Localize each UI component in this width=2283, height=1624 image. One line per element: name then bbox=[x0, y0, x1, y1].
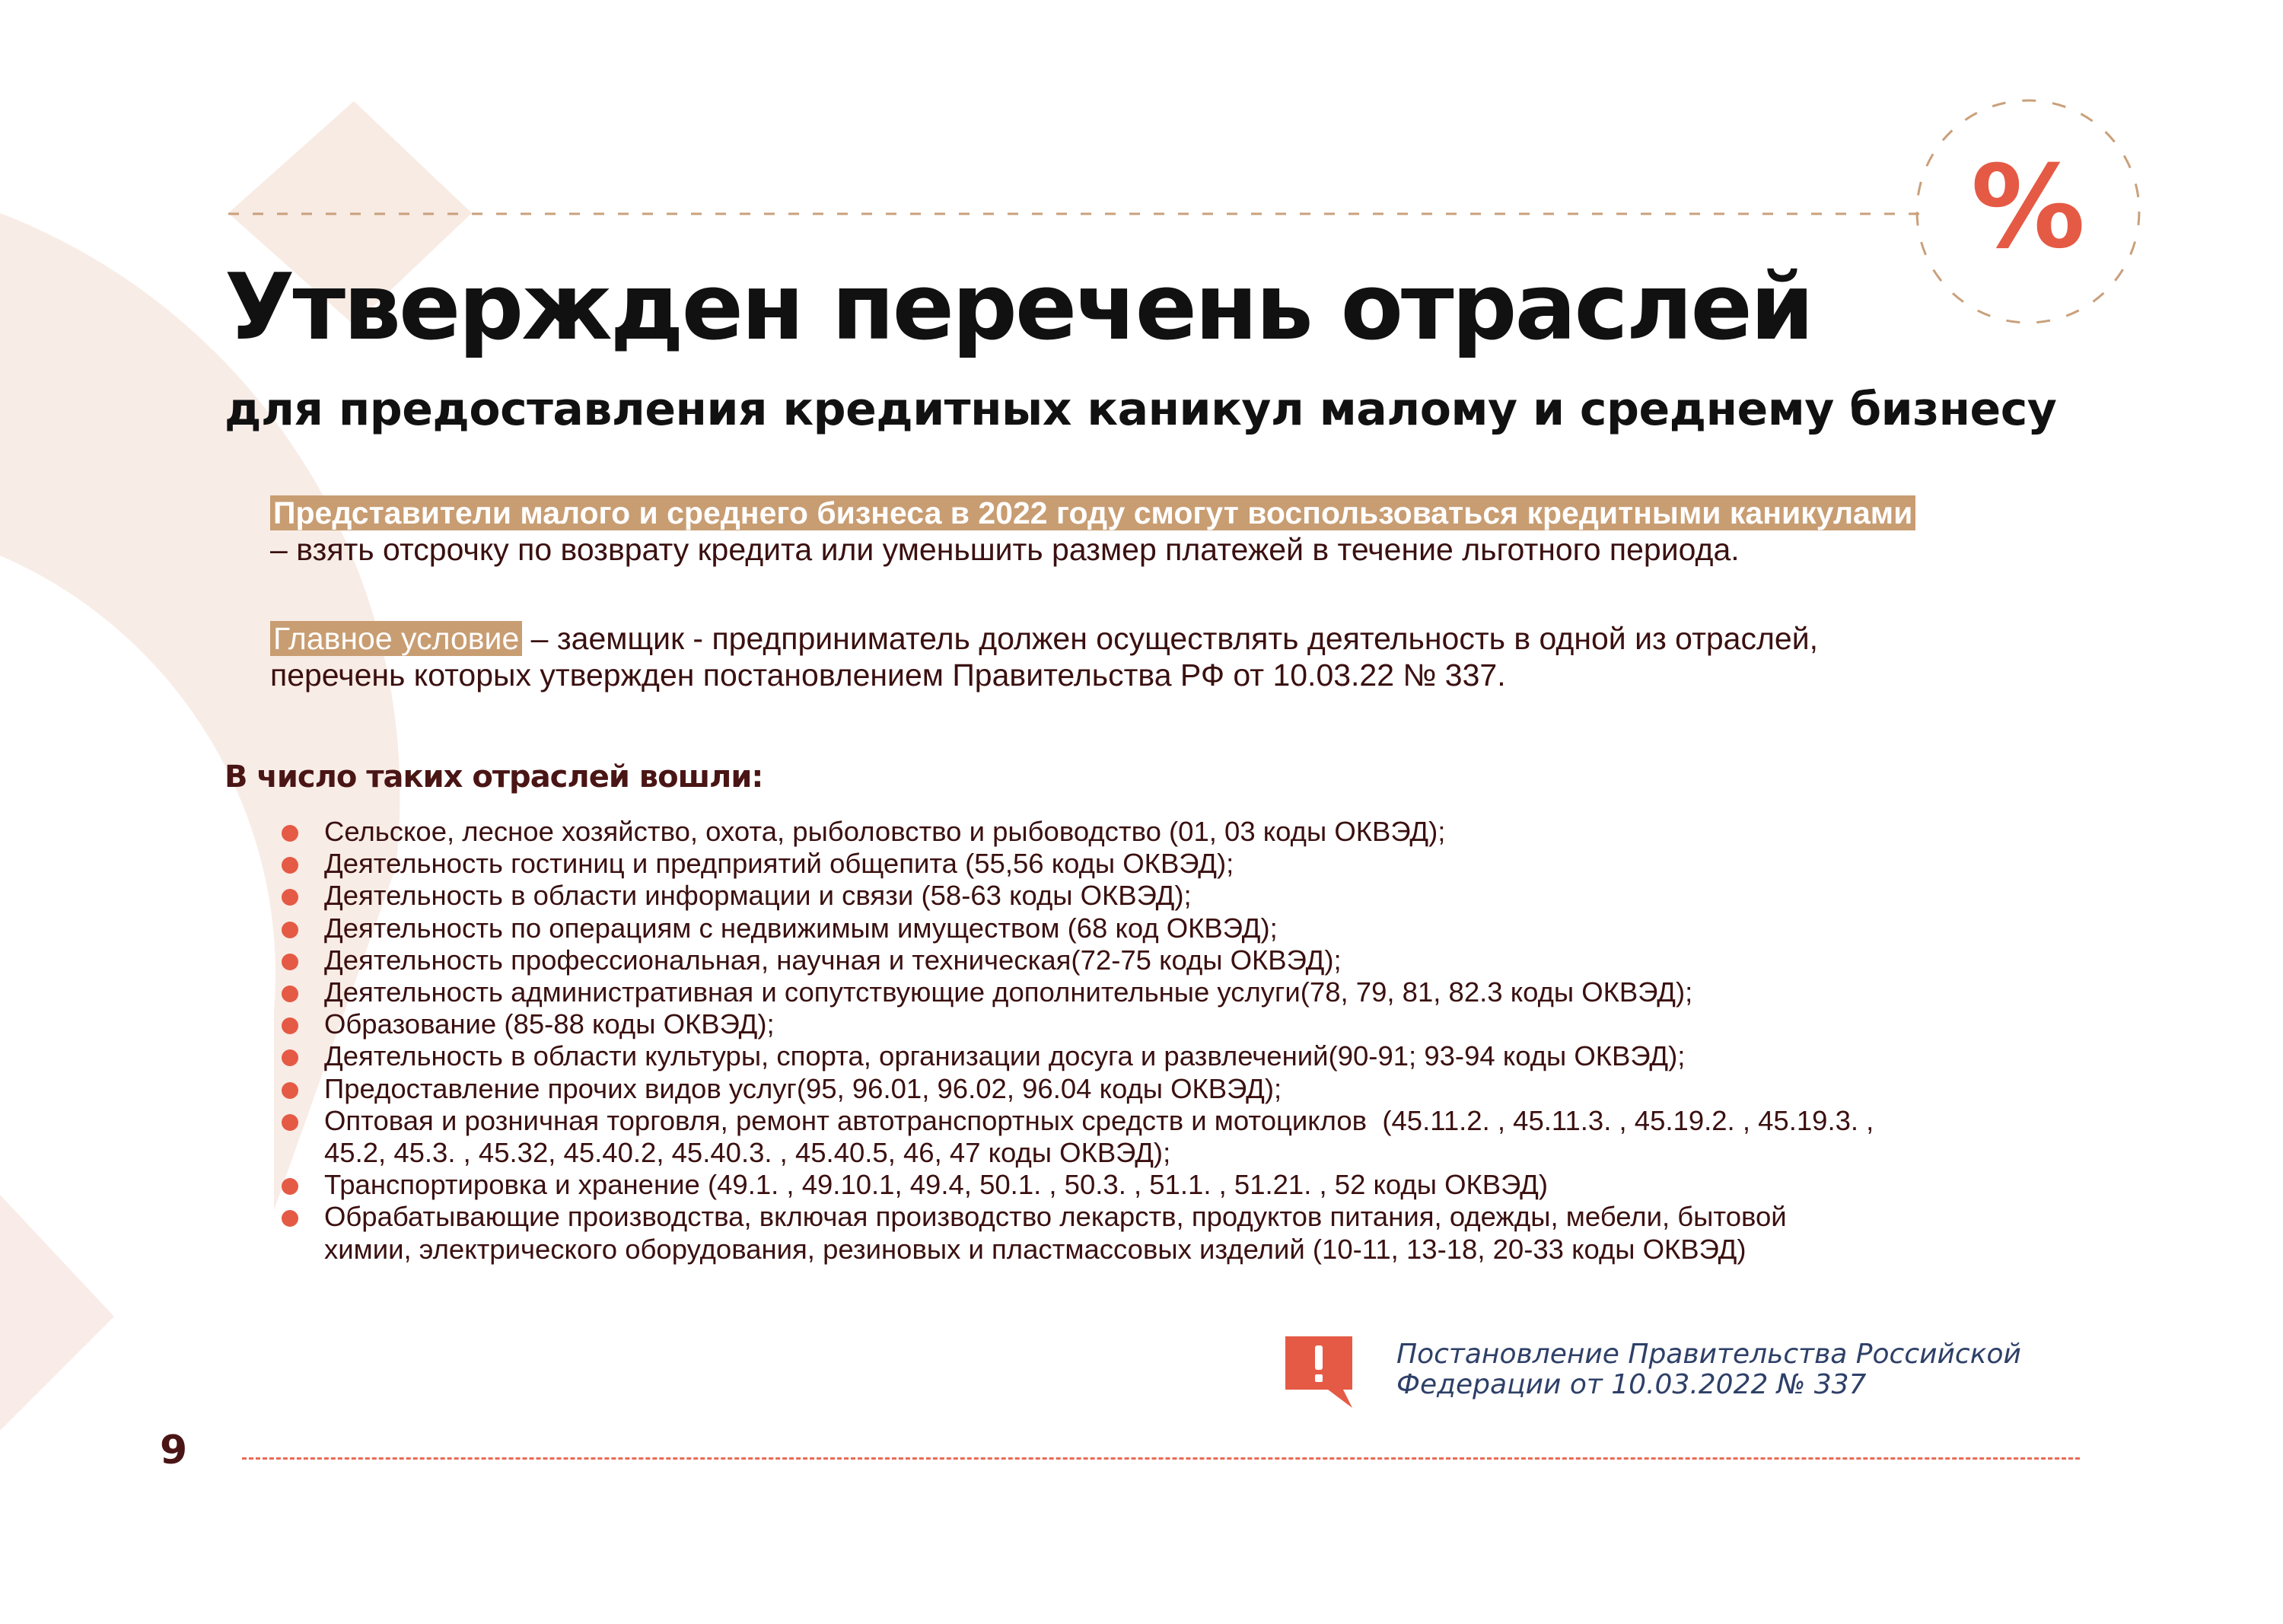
bullet-dot-icon bbox=[282, 922, 298, 938]
bullet-dot-icon bbox=[282, 1178, 298, 1195]
industries-list bbox=[282, 816, 1874, 1266]
intro-highlight-2: Главное условие bbox=[270, 621, 522, 656]
percent-symbol: % bbox=[1970, 142, 2086, 274]
list-item bbox=[282, 1201, 1874, 1265]
page-number: 9 bbox=[160, 1428, 188, 1473]
bullet-dot-icon bbox=[282, 889, 298, 906]
bullet-dot-icon bbox=[282, 986, 298, 1002]
list-item bbox=[282, 1040, 1874, 1072]
list-item bbox=[282, 912, 1874, 944]
list-item bbox=[282, 944, 1874, 976]
list-item-text: Деятельность административная и сопутствующие дополнительные услуги(78, 79, 81, 82.3 коды ОКВЭД); bbox=[324, 976, 1693, 1008]
list-item bbox=[282, 1105, 1874, 1169]
list-item bbox=[282, 1073, 1874, 1105]
list-item bbox=[282, 880, 1874, 912]
list-item bbox=[282, 1008, 1874, 1040]
intro-text-2b: перечень которых утвержден постановлением Правительства РФ от 10.03.22 № 337. bbox=[270, 658, 1506, 693]
list-item-text: Обрабатывающие производства, включая производство лекарств, продуктов питания, одежды, мебели, бытовой химии, электрического оборудования, резиновых и пластмассовых изделий (10-11, 13-18, 20-33 коды ОКВЭД) bbox=[324, 1201, 1787, 1265]
list-item bbox=[282, 1169, 1874, 1201]
intro-highlight-1: Представители малого и среднего бизнеса в 2022 году смогут воспользоваться кредитными каникулами bbox=[270, 495, 1915, 530]
exclamation-speech-icon bbox=[1281, 1332, 1357, 1408]
bullet-dot-icon bbox=[282, 1210, 298, 1227]
list-item-text: Предоставление прочих видов услуг(95, 96.01, 96.02, 96.04 коды ОКВЭД); bbox=[324, 1072, 1282, 1104]
list-item-text: Транспортировка и хранение (49.1. , 49.10.1, 49.4, 50.1. , 50.3. , 51.1. , 51.21. , 52 коды ОКВЭД) bbox=[324, 1169, 1548, 1201]
list-item-text: Деятельность по операциям с недвижимым имуществом (68 код ОКВЭД); bbox=[324, 912, 1278, 944]
bullet-dot-icon bbox=[282, 1017, 298, 1034]
list-item-text: Деятельность гостиниц и предприятий общепита (55,56 коды ОКВЭД); bbox=[324, 848, 1234, 880]
list-item-text: Деятельность профессиональная, научная и техническая(72-75 коды ОКВЭД); bbox=[324, 944, 1342, 976]
footer-divider bbox=[242, 1457, 2080, 1460]
bullet-dot-icon bbox=[282, 1049, 298, 1066]
list-item bbox=[282, 848, 1874, 880]
bullet-dot-icon bbox=[282, 825, 298, 842]
list-item-text: Образование (85-88 коды ОКВЭД); bbox=[324, 1008, 775, 1040]
bullet-dot-icon bbox=[282, 857, 298, 874]
page-subtitle: для предоставления кредитных каникул малому и среднему бизнесу bbox=[224, 383, 2057, 436]
intro-paragraph-1 bbox=[270, 495, 1915, 568]
page-title: Утвержден перечень отраслей bbox=[224, 255, 1812, 361]
percent-badge-icon bbox=[1914, 97, 2142, 326]
bullet-dot-icon bbox=[282, 954, 298, 970]
list-item bbox=[282, 816, 1874, 848]
intro-text-2a: – заемщик - предприниматель должен осуществлять деятельность в одной из отраслей, bbox=[522, 621, 1818, 656]
intro-paragraph-2 bbox=[270, 620, 1818, 693]
list-item bbox=[282, 976, 1874, 1008]
list-item-text: Сельское, лесное хозяйство, охота, рыболовство и рыбоводство (01, 03 коды ОКВЭД); bbox=[324, 816, 1446, 847]
list-item-text: Деятельность в области информации и связи (58-63 коды ОКВЭД); bbox=[324, 880, 1192, 912]
resolution-note: Постановление Правительства Российской Федерации от 10.03.2022 № 337 bbox=[1396, 1339, 2021, 1400]
list-item-text: Оптовая и розничная торговля, ремонт автотранспортных средств и мотоциклов (45.11.2. , 45.11.3. , 45.19.2. , 45.19.3. , 45.2, 45.3. , 45.32, 45.40.2, 45.40.3. , 45.40.5, 46, 47 коды ОКВЭД); bbox=[324, 1104, 1874, 1169]
bullet-dot-icon bbox=[282, 1082, 298, 1099]
intro-text-1: – взять отсрочку по возврату кредита или уменьшить размер платежей в течение льготного периода. bbox=[270, 532, 1740, 567]
industries-heading: В число таких отраслей вошли: bbox=[224, 759, 763, 794]
list-item-text: Деятельность в области культуры, спорта, организации досуга и развлечений(90-91; 93-94 коды ОКВЭД); bbox=[324, 1040, 1686, 1072]
bullet-dot-icon bbox=[282, 1114, 298, 1131]
